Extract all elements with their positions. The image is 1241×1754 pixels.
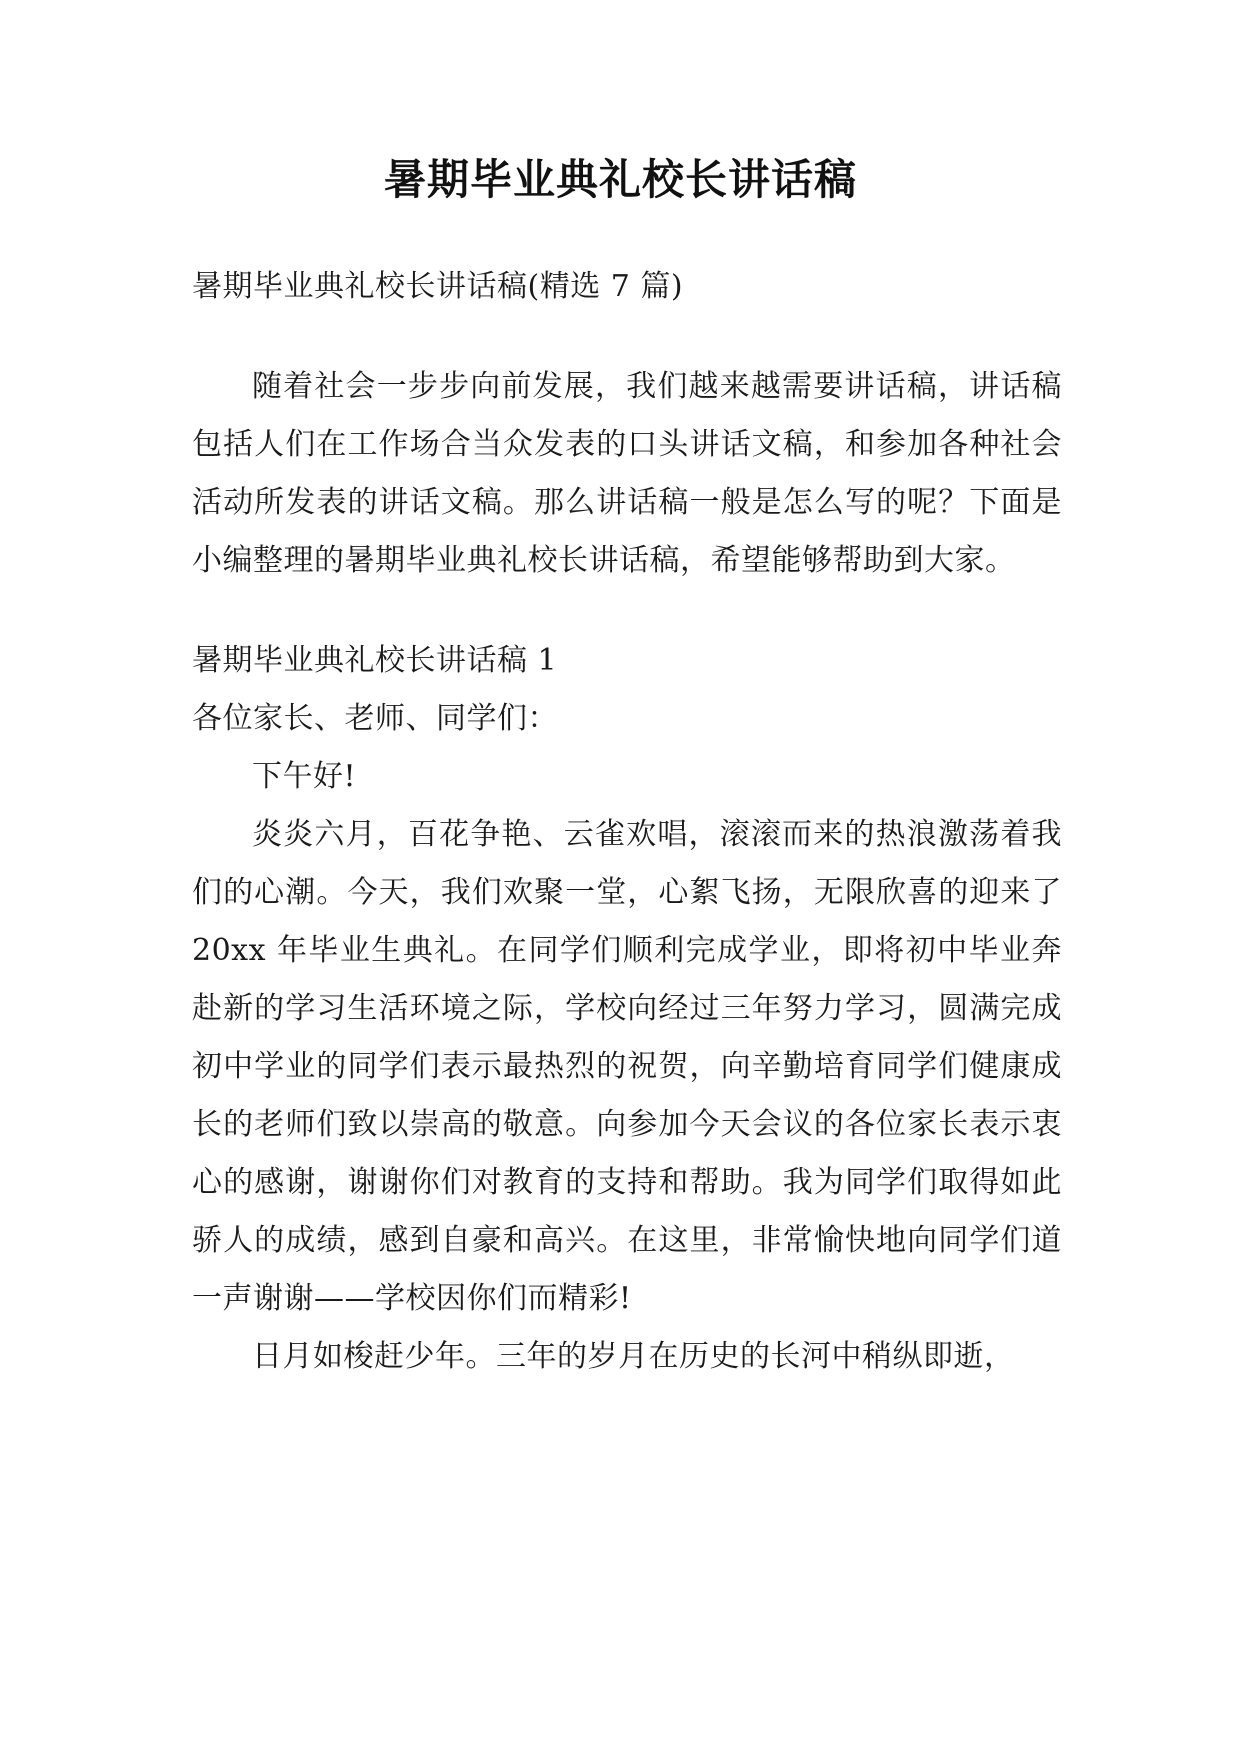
document-title: 暑期毕业典礼校长讲话稿 — [383, 155, 857, 204]
document-body — [192, 258, 1062, 1386]
intro-paragraph: 随着社会一步步向前发展，我们越来越需要讲话稿，讲话稿包括人们在工作场合当众发表的口头讲话文稿，和参加各种社会活动所发表的讲话文稿。那么讲话稿一般是怎么写的呢？下面是小编整理的暑期毕业典礼校长讲话稿，希望能够帮助到大家。 — [192, 369, 1062, 578]
spacer — [192, 316, 1062, 358]
document-subtitle: 暑期毕业典礼校长讲话稿(精选 7 篇) — [192, 269, 684, 304]
section-heading: 暑期毕业典礼校长讲话稿 1 — [192, 643, 558, 678]
salutation: 各位家长、老师、同学们： — [192, 701, 558, 736]
greeting: 下午好! — [252, 759, 357, 794]
body-paragraph-1: 炎炎六月，百花争艳、云雀欢唱，滚滚而来的热浪激荡着我们的心潮。今天，我们欢聚一堂，心絮飞扬，无限欣喜的迎来了 20xx 年毕业生典礼。在同学们顺利完成学业，即将初中毕业奔赴新的学习生活环境之际，学校向经过三年努力学习，圆满完成初中学业的同学们表示最热烈的祝贺，向辛勤培育同学们健康成长的老师们致以崇高的敬意。向参加今天会议的各位家长表示衷心的感谢，谢谢你们对教育的支持和帮助。我为同学们取得如此骄人的成绩，感到自豪和高兴。在这里，非常愉快地向同学们道一声谢谢——学校因你们而精彩! — [192, 817, 1062, 1316]
spacer — [192, 590, 1062, 632]
body-paragraph-2: 日月如梭赶少年。三年的岁月在历史的长河中稍纵即逝， — [252, 1339, 1015, 1374]
